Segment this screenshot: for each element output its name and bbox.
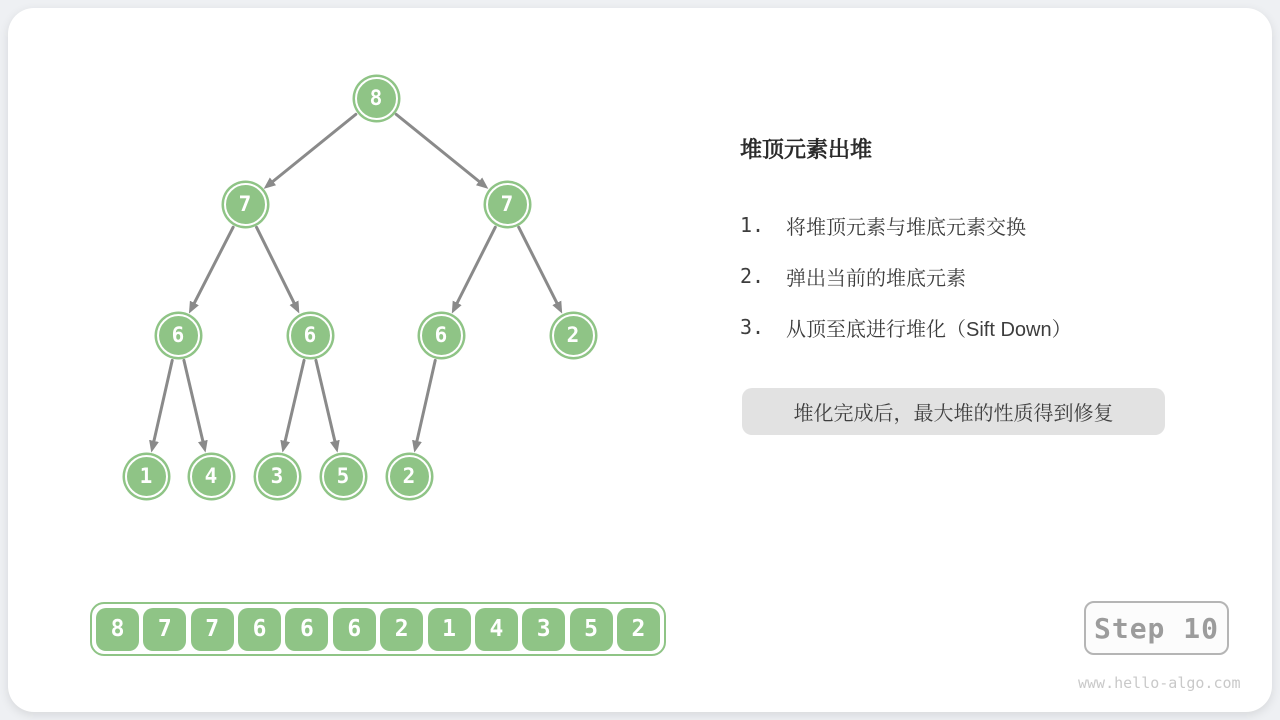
array-cell: 2 xyxy=(617,608,660,651)
tree-node: 6 xyxy=(157,314,200,357)
tree-node: 2 xyxy=(388,455,431,498)
steps-list xyxy=(740,211,1072,364)
step-item-2 xyxy=(740,262,1072,290)
array-cell: 7 xyxy=(191,608,234,651)
tree-node: 6 xyxy=(289,314,332,357)
step-badge: Step 10 xyxy=(1084,601,1229,655)
step-number: 1. xyxy=(740,213,765,237)
array-cell: 6 xyxy=(333,608,376,651)
panel-heading: 堆顶元素出堆 xyxy=(740,137,873,162)
tree-node: 2 xyxy=(552,314,595,357)
tree-node: 3 xyxy=(256,455,299,498)
step-item-3 xyxy=(740,313,1072,341)
array-cell: 5 xyxy=(570,608,613,651)
array-cell: 1 xyxy=(428,608,471,651)
step-text: 将堆顶元素与堆底元素交换 xyxy=(786,216,1026,239)
step-text: 从顶至底进行堆化（Sift Down） xyxy=(786,318,1072,341)
array-cell: 6 xyxy=(238,608,281,651)
tree-node: 7 xyxy=(224,183,267,226)
step-number: 3. xyxy=(740,315,765,339)
tree-node: 5 xyxy=(322,455,365,498)
tree-node: 8 xyxy=(355,77,398,120)
array-cell: 2 xyxy=(380,608,423,651)
array-cell: 6 xyxy=(285,608,328,651)
array-cell: 8 xyxy=(96,608,139,651)
step-text: 弹出当前的堆底元素 xyxy=(786,267,966,290)
step-item-1 xyxy=(740,211,1072,239)
array-cell: 3 xyxy=(522,608,565,651)
tree-node: 1 xyxy=(125,455,168,498)
tree-node: 6 xyxy=(420,314,463,357)
tree-node: 7 xyxy=(486,183,529,226)
step-number: 2. xyxy=(740,264,765,288)
tree-node: 4 xyxy=(190,455,233,498)
array-cell: 7 xyxy=(143,608,186,651)
watermark: www.hello-algo.com xyxy=(1078,674,1241,692)
heap-array xyxy=(90,602,666,656)
note-box: 堆化完成后，最大堆的性质得到修复 xyxy=(742,388,1165,435)
array-cell: 4 xyxy=(475,608,518,651)
